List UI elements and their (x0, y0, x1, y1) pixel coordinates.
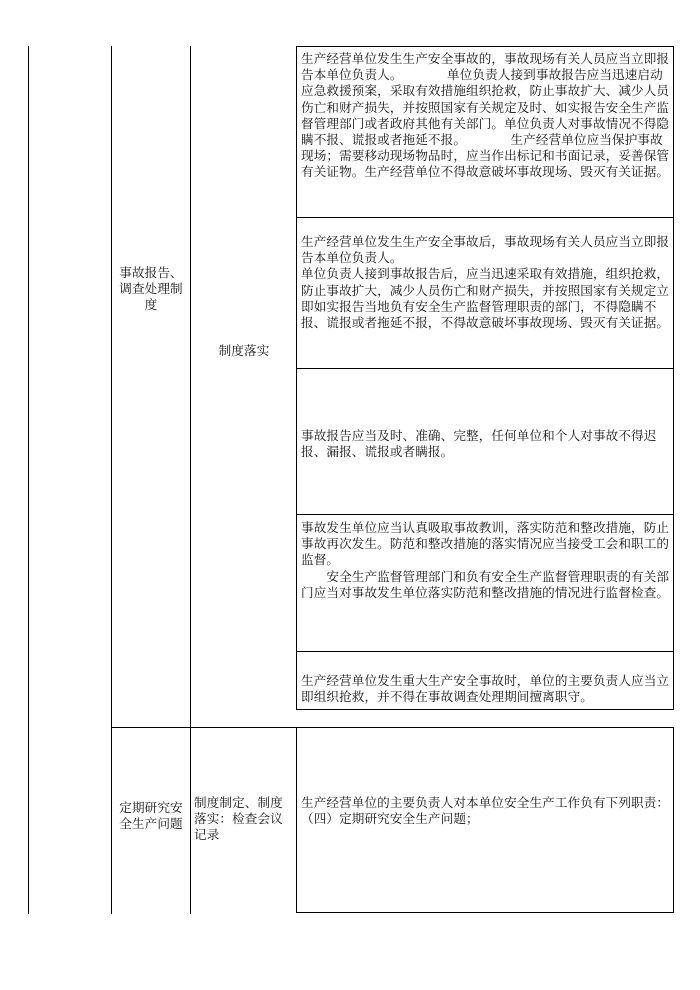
column-divider-2 (190, 46, 191, 914)
method-label-meeting-records: 制度制定、制度落实：检查会议记录 (194, 795, 283, 843)
content-text-2: 生产经营单位发生生产安全事故后，事故现场有关人员应当立即报告本单位负责人。 单位负责人接到事故报告后，应当迅速采取有效措施，组织抢救，防止事故扩大，减少人员伤亡和财产损失，并按照国家有关规定立即如实报告当地负有安全生产监督管理职责的部门，不得隐瞒不报、谎报或者拖延不报，不得故意破坏事故现场、毁灭有关证据。 (301, 234, 670, 331)
content-text-4: 事故发生单位应当认真吸取事故教训，落实防范和整改措施，防止事故再次发生。防范和整改措施的落实情况应当接受工会和职工的监督。 安全生产监督管理部门和负有安全生产监督管理职责的有关部门应当对事故发生单位落实防范和整改措施的情况进行监督检查。 (301, 520, 670, 600)
section-divider (111, 727, 296, 728)
item-label-accident-report: 事故报告、调查处理制度 (119, 265, 183, 313)
column-divider-1 (111, 46, 112, 914)
method-label-implementation: 制度落实 (218, 343, 270, 358)
content-text-6: 生产经营单位的主要负责人对本单位安全生产工作负有下列职责： （四）定期研究安全生产问题； (301, 795, 670, 827)
content-text-1: 生产经营单位发生生产安全事故的，事故现场有关人员应当立即报告本单位负责人。 单位负责人接到事故报告应当迅速启动应急救援预案，采取有效措施组织抢救，防止事故扩大、减少人员伤亡和财产损失，并按照国家有关规定及时、如实报告安全生产监督管理部门或者政府其他有关部门。单位负责人对事故情况不得隐瞒不报、谎报或者拖延不报。 生产经营单位应当保护事故现场；需要移动现场物品时，应当作出标记和书面记录，妥善保管有关证物。生产经营单位不得故意破坏事故现场、毁灭有关证据。 (301, 51, 670, 180)
item-label-safety-review: 定期研究安全生产问题 (119, 800, 183, 832)
content-text-3: 事故报告应当及时、准确、完整，任何单位和个人对事故不得迟报、漏报、谎报或者瞒报。 (301, 428, 657, 460)
left-border-line (28, 46, 29, 914)
content-text-5: 生产经营单位发生重大生产安全事故时，单位的主要负责人应当立即组织抢救，并不得在事故调查处理期间擅离职守。 (301, 673, 670, 705)
